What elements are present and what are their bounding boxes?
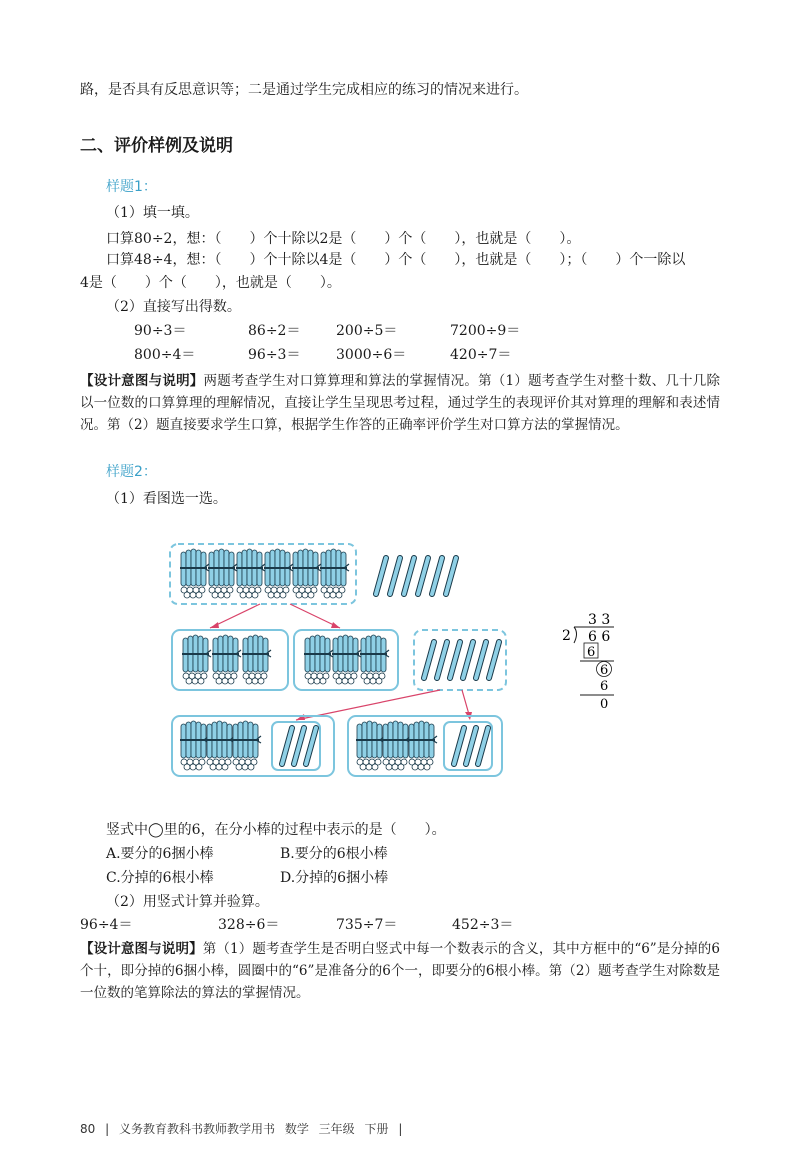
calc-cell: 735÷7＝ <box>336 917 398 933</box>
calc-cell: 452÷3＝ <box>452 917 514 933</box>
page-footer <box>80 1120 408 1137</box>
example1-line2: 口算48÷4，想：（ ）个十除以4是（ ）个（ ），也就是（ ）；（ ）个一除以 <box>106 252 686 268</box>
page-number: 80 <box>80 1122 96 1136</box>
example1-line3: 4是（ ）个（ ），也就是（ ）。 <box>80 275 341 291</box>
design-note-1 <box>80 370 720 436</box>
example1-line1: 口算80÷2，想：（ ）个十除以2是（ ）个（ ），也就是（ ）。 <box>106 231 581 247</box>
example1-part1-title: （1）填一填。 <box>106 205 199 221</box>
design-note-2 <box>80 938 720 1004</box>
option-a: A.要分的6捆小棒 <box>106 846 214 862</box>
footer-volume: 下册 <box>364 1122 389 1136</box>
footer-separator: | <box>105 1122 110 1136</box>
intro-line: 路，是否具有反思意识等；二是通过学生完成相应的练习的情况来进行。 <box>80 82 528 98</box>
option-d: D.分掉的6捆小棒 <box>280 870 389 886</box>
design-label: 【设计意图与说明】 <box>80 373 204 389</box>
calc-cell: 3000÷6＝ <box>336 347 407 363</box>
calc-cell: 96÷3＝ <box>248 347 301 363</box>
example2-part1-title: （1）看图选一选。 <box>106 491 227 507</box>
division-step1: 6 <box>587 645 596 660</box>
example2-label: 样题2： <box>106 464 157 480</box>
design-text: 两题考查学生对口算算理和算法的掌握情况。第（1）题考查学生对整十数、几十几除以一位数的口算算理的理解情况，直接让学生呈现思考过程，通过学生的表现评价其对算理的理解和表述情况。第（2）题直接要求学生口算，根据学生作答的正确率评价学生对口算方法的掌握情况。 <box>80 373 721 433</box>
example2-question: 竖式中◯里的6，在分小棒的过程中表示的是（ ）。 <box>106 822 446 838</box>
section-title: 二、评价样例及说明 <box>80 136 233 156</box>
calc-cell: 328÷6＝ <box>218 917 280 933</box>
division-divisor: 2 <box>562 628 571 644</box>
example2-part2-title: （2）用竖式计算并验算。 <box>106 894 269 910</box>
division-quotient: 3 3 <box>588 612 611 628</box>
example1-label: 样题1： <box>106 179 157 195</box>
calc-cell: 86÷2＝ <box>248 323 301 339</box>
calc-cell: 800÷4＝ <box>134 347 196 363</box>
calc-cell: 90÷3＝ <box>134 323 187 339</box>
footer-subject: 数学 <box>284 1122 309 1136</box>
division-step2: 6 <box>600 663 609 678</box>
design-text: 第（1）题考查学生是否明白竖式中每一个数表示的含义，其中方框中的“6”是分掉的6个十，即分掉的6捆小棒，圆圈中的“6”是准备分的6个一，即要分的6根小棒。第（2）题考查学生对除数是一位数的笔算除法的算法的掌握情况。 <box>80 941 721 1001</box>
calc-cell: 7200÷9＝ <box>450 323 521 339</box>
option-c: C.分掉的6根小棒 <box>106 870 214 886</box>
division-dividend: 6 6 <box>588 629 611 645</box>
division-remainder: 0 <box>600 697 609 712</box>
division-step3: 6 <box>600 679 609 694</box>
footer-grade: 三年级 <box>318 1122 355 1136</box>
calc-cell: 420÷7＝ <box>450 347 512 363</box>
footer-separator: | <box>398 1122 403 1136</box>
option-b: B.要分的6根小棒 <box>280 846 388 862</box>
design-label: 【设计意图与说明】 <box>80 941 203 957</box>
calc-cell: 96÷4＝ <box>80 917 133 933</box>
sticks-illustration <box>0 530 800 800</box>
example1-part2-title: （2）直接写出得数。 <box>106 299 241 315</box>
calc-cell: 200÷5＝ <box>336 323 398 339</box>
footer-book: 义务教育教科书教师教学用书 <box>118 1122 275 1136</box>
